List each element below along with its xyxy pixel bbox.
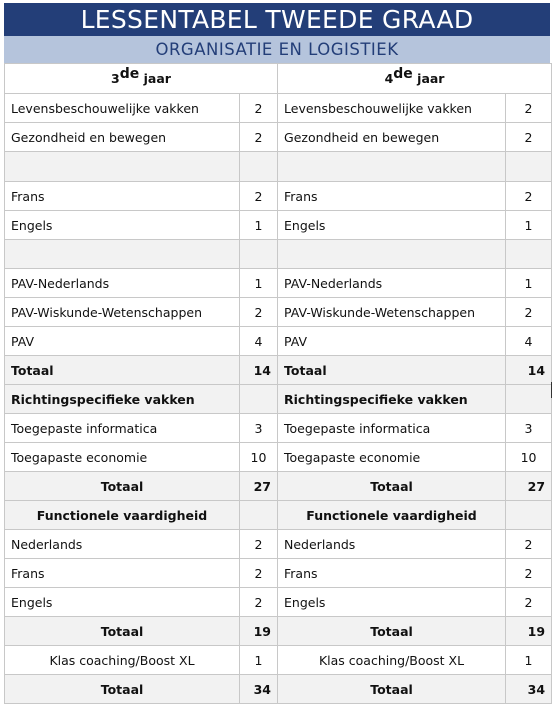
right-label-cell: Richtingspecifieke vakken bbox=[278, 385, 506, 414]
right-hours-cell: 1 bbox=[506, 211, 552, 240]
year-word: jaar bbox=[417, 71, 445, 86]
left-label-cell: Frans bbox=[5, 559, 240, 588]
left-hours-cell: 4 bbox=[240, 327, 278, 356]
right-label-cell bbox=[278, 152, 506, 182]
table-row bbox=[5, 269, 552, 298]
right-label-cell: PAV-Nederlands bbox=[278, 269, 506, 298]
table-row bbox=[5, 94, 552, 123]
table-row bbox=[5, 211, 552, 240]
left-label-cell: PAV-Wiskunde-Wetenschappen bbox=[5, 298, 240, 327]
table-row bbox=[5, 646, 552, 675]
text-cursor bbox=[551, 382, 552, 398]
left-hours-cell bbox=[240, 240, 278, 269]
right-hours-cell bbox=[506, 385, 552, 414]
left-hours-cell: 1 bbox=[240, 211, 278, 240]
left-hours-cell: 1 bbox=[240, 269, 278, 298]
right-hours-cell: 2 bbox=[506, 559, 552, 588]
right-label-cell: PAV-Wiskunde-Wetenschappen bbox=[278, 298, 506, 327]
right-hours-cell: 2 bbox=[506, 182, 552, 211]
right-label-cell: Totaal bbox=[278, 675, 506, 704]
left-hours-cell: 2 bbox=[240, 123, 278, 152]
left-label-cell: Richtingspecifieke vakken bbox=[5, 385, 240, 414]
table-row bbox=[5, 385, 552, 414]
left-label-cell bbox=[5, 152, 240, 182]
left-hours-cell: 34 bbox=[240, 675, 278, 704]
left-label-cell: PAV-Nederlands bbox=[5, 269, 240, 298]
right-hours-cell: 1 bbox=[506, 269, 552, 298]
right-hours-cell: 34 bbox=[506, 675, 552, 704]
right-hours-cell: 14 bbox=[506, 356, 552, 385]
left-label-cell: Frans bbox=[5, 182, 240, 211]
right-hours-cell: 2 bbox=[506, 123, 552, 152]
right-hours-cell: 3 bbox=[506, 414, 552, 443]
right-hours-cell bbox=[506, 152, 552, 182]
right-hours-cell: 2 bbox=[506, 588, 552, 617]
left-label-cell: Klas coaching/Boost XL bbox=[5, 646, 240, 675]
table-row bbox=[5, 501, 552, 530]
right-hours-cell: 4 bbox=[506, 327, 552, 356]
right-hours-cell: 19 bbox=[506, 617, 552, 646]
year-header-4 bbox=[278, 64, 552, 94]
right-label-cell: Gezondheid en bewegen bbox=[278, 123, 506, 152]
left-hours-cell: 2 bbox=[240, 588, 278, 617]
left-label-cell: Engels bbox=[5, 211, 240, 240]
table-row bbox=[5, 356, 552, 385]
left-label-cell: Levensbeschouwelijke vakken bbox=[5, 94, 240, 123]
left-label-cell: Totaal bbox=[5, 472, 240, 501]
left-label-cell: Totaal bbox=[5, 617, 240, 646]
left-hours-cell bbox=[240, 385, 278, 414]
left-hours-cell: 2 bbox=[240, 94, 278, 123]
left-hours-cell bbox=[240, 152, 278, 182]
left-hours-cell: 3 bbox=[240, 414, 278, 443]
table-row bbox=[5, 327, 552, 356]
right-label-cell: Engels bbox=[278, 211, 506, 240]
right-label-cell: Functionele vaardigheid bbox=[278, 501, 506, 530]
year-suffix: de bbox=[119, 65, 140, 82]
left-hours-cell: 14 bbox=[240, 356, 278, 385]
table-row bbox=[5, 414, 552, 443]
right-label-cell: Levensbeschouwelijke vakken bbox=[278, 94, 506, 123]
table-row bbox=[5, 472, 552, 501]
right-label-cell: PAV bbox=[278, 327, 506, 356]
left-hours-cell: 10 bbox=[240, 443, 278, 472]
right-hours-cell bbox=[506, 240, 552, 269]
right-hours-cell: 10 bbox=[506, 443, 552, 472]
year-suffix: de bbox=[393, 65, 413, 82]
right-hours-cell: 2 bbox=[506, 94, 552, 123]
year-number: 3 bbox=[111, 71, 120, 86]
left-hours-cell: 1 bbox=[240, 646, 278, 675]
left-label-cell: Totaal bbox=[5, 356, 240, 385]
timetable bbox=[4, 63, 552, 704]
table-row bbox=[5, 588, 552, 617]
page-title: LESSENTABEL TWEEDE GRAAD bbox=[4, 3, 550, 36]
right-hours-cell: 27 bbox=[506, 472, 552, 501]
left-label-cell: Functionele vaardigheid bbox=[5, 501, 240, 530]
year-word: jaar bbox=[143, 71, 171, 86]
left-label-cell bbox=[5, 240, 240, 269]
table-row bbox=[5, 675, 552, 704]
left-hours-cell: 27 bbox=[240, 472, 278, 501]
left-label-cell: Toegepaste informatica bbox=[5, 414, 240, 443]
right-hours-cell: 2 bbox=[506, 298, 552, 327]
table-row bbox=[5, 240, 552, 269]
left-label-cell: Engels bbox=[5, 588, 240, 617]
right-label-cell: Totaal bbox=[278, 356, 506, 385]
left-label-cell: Nederlands bbox=[5, 530, 240, 559]
table-row bbox=[5, 443, 552, 472]
right-label-cell: Frans bbox=[278, 559, 506, 588]
year-header-3 bbox=[5, 64, 278, 94]
right-label-cell: Totaal bbox=[278, 472, 506, 501]
table-row bbox=[5, 298, 552, 327]
left-label-cell: PAV bbox=[5, 327, 240, 356]
table-row bbox=[5, 152, 552, 182]
left-label-cell: Totaal bbox=[5, 675, 240, 704]
left-label-cell: Toegapaste economie bbox=[5, 443, 240, 472]
table-row bbox=[5, 123, 552, 152]
left-hours-cell: 2 bbox=[240, 530, 278, 559]
page-subtitle: ORGANISATIE EN LOGISTIEK bbox=[4, 36, 550, 63]
right-label-cell bbox=[278, 240, 506, 269]
left-label-cell: Gezondheid en bewegen bbox=[5, 123, 240, 152]
right-hours-cell bbox=[506, 501, 552, 530]
table-row bbox=[5, 559, 552, 588]
left-hours-cell: 2 bbox=[240, 559, 278, 588]
left-hours-cell: 19 bbox=[240, 617, 278, 646]
right-label-cell: Toegapaste economie bbox=[278, 443, 506, 472]
table-row bbox=[5, 182, 552, 211]
right-label-cell: Frans bbox=[278, 182, 506, 211]
table-row bbox=[5, 530, 552, 559]
right-hours-cell: 2 bbox=[506, 530, 552, 559]
year-header-row bbox=[5, 64, 552, 94]
right-hours-cell: 1 bbox=[506, 646, 552, 675]
right-label-cell: Totaal bbox=[278, 617, 506, 646]
right-label-cell: Klas coaching/Boost XL bbox=[278, 646, 506, 675]
right-label-cell: Toegepaste informatica bbox=[278, 414, 506, 443]
right-label-cell: Engels bbox=[278, 588, 506, 617]
left-hours-cell: 2 bbox=[240, 298, 278, 327]
right-label-cell: Nederlands bbox=[278, 530, 506, 559]
left-hours-cell: 2 bbox=[240, 182, 278, 211]
left-hours-cell bbox=[240, 501, 278, 530]
year-number: 4 bbox=[384, 71, 394, 86]
table-row bbox=[5, 617, 552, 646]
